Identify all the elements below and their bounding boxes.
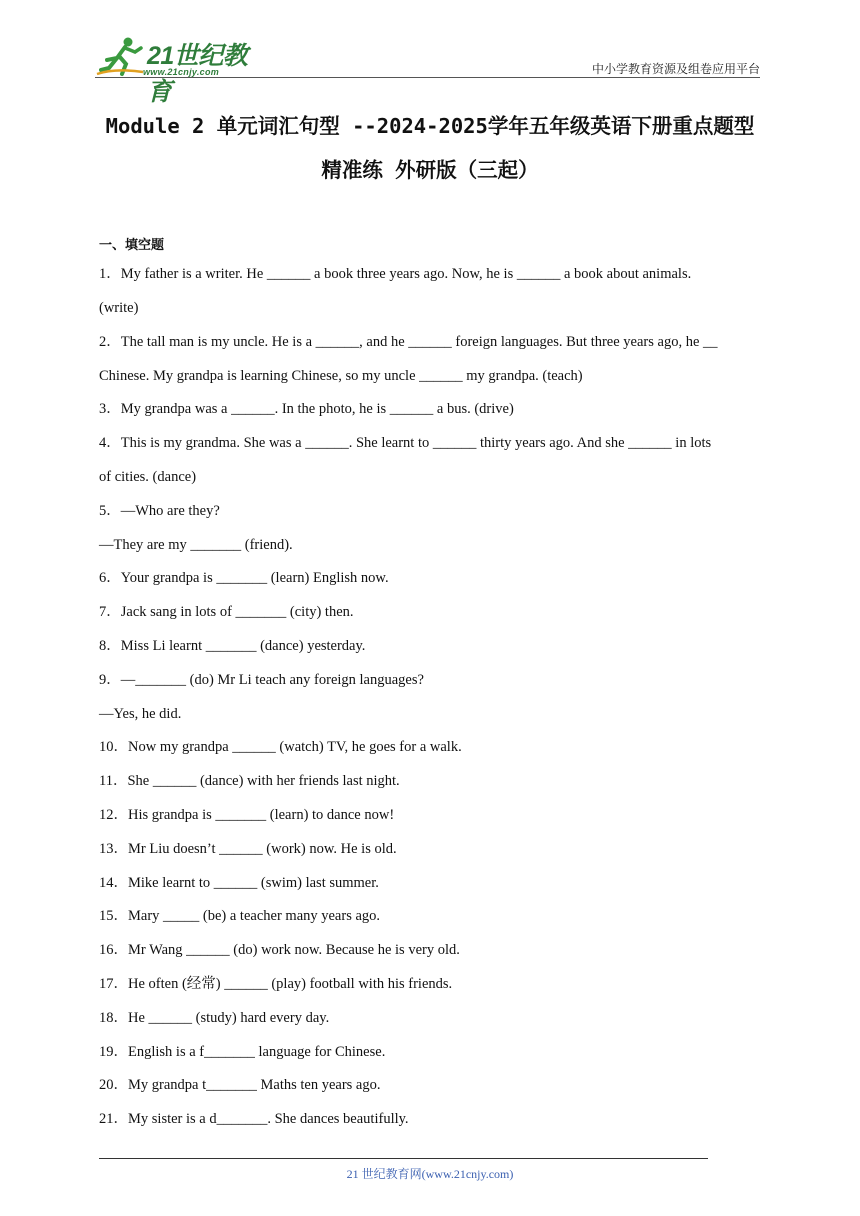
header-divider <box>95 77 760 78</box>
question-line: Chinese. My grandpa is learning Chinese, so my uncle ______ my grandpa. (teach) <box>99 368 583 384</box>
question-line: (write) <box>99 300 139 316</box>
question-line: 1．My father is a writer. He ______ a book three years ago. Now, he is ______ a book about animals. <box>99 266 692 282</box>
question-line: of cities. (dance) <box>99 469 197 485</box>
question-line: 17．He often (经常) ______ (play) football with his friends. <box>99 976 453 992</box>
question-line: 21．My sister is a d_______. She dances beautifully. <box>99 1111 409 1127</box>
question-line: 3．My grandpa was a ______. In the photo, he is ______ a bus. (drive) <box>99 401 514 417</box>
question-line: —They are my _______ (friend). <box>99 537 293 553</box>
brand-logo <box>95 34 265 106</box>
platform-name: 中小学教育资源及组卷应用平台 <box>591 62 760 76</box>
question-line: 19．English is a f_______ language for Chinese. <box>99 1044 386 1060</box>
section-heading: 一、填空题 <box>99 238 165 253</box>
question-line: 18．He ______ (study) hard every day. <box>99 1010 330 1026</box>
logo-brand-text: 21世纪教育 <box>147 42 248 106</box>
question-line: 2．The tall man is my uncle. He is a ______, and he ______ foreign languages. But three years ago, he __ <box>99 334 718 350</box>
question-line: 12．His grandpa is _______ (learn) to dance now! <box>99 807 395 823</box>
question-line: 10．Now my grandpa ______ (watch) TV, he goes for a walk. <box>99 739 462 755</box>
footer-divider <box>99 1158 708 1159</box>
page-header <box>95 30 760 106</box>
question-line: 14．Mike learnt to ______ (swim) last summer. <box>99 875 379 891</box>
document-title <box>60 104 800 192</box>
question-line: 6．Your grandpa is _______ (learn) English now. <box>99 570 389 586</box>
logo-url-text: www.21cnjy.com <box>143 67 220 77</box>
question-line: 16．Mr Wang ______ (do) work now. Because he is very old. <box>99 942 460 958</box>
question-line: 13．Mr Liu doesn’t ______ (work) now. He is old. <box>99 841 397 857</box>
title-line-1: Module 2 单元词汇句型 --2024-2025学年五年级英语下册重点题型 <box>105 114 755 138</box>
question-line: 8．Miss Li learnt _______ (dance) yesterday. <box>99 638 366 654</box>
question-line: 15．Mary _____ (be) a teacher many years ago. <box>99 908 381 924</box>
question-line: 9．—_______ (do) Mr Li teach any foreign languages? <box>99 672 424 688</box>
question-line: —Yes, he did. <box>99 706 182 722</box>
title-line-2: 精准练 外研版（三起） <box>321 158 539 182</box>
footer-link[interactable]: 21 世纪教育网(www.21cnjy.com) <box>346 1167 514 1181</box>
question-line: 20．My grandpa t_______ Maths ten years ago. <box>99 1077 381 1093</box>
runner-logo-icon <box>95 34 147 78</box>
question-line: 4．This is my grandma. She was a ______. She learnt to ______ thirty years ago. And she ______ in lots <box>99 435 712 451</box>
question-line: 7．Jack sang in lots of _______ (city) then. <box>99 604 354 620</box>
question-line: 5．—Who are they? <box>99 503 220 519</box>
question-line: 11．She ______ (dance) with her friends last night. <box>99 773 400 789</box>
